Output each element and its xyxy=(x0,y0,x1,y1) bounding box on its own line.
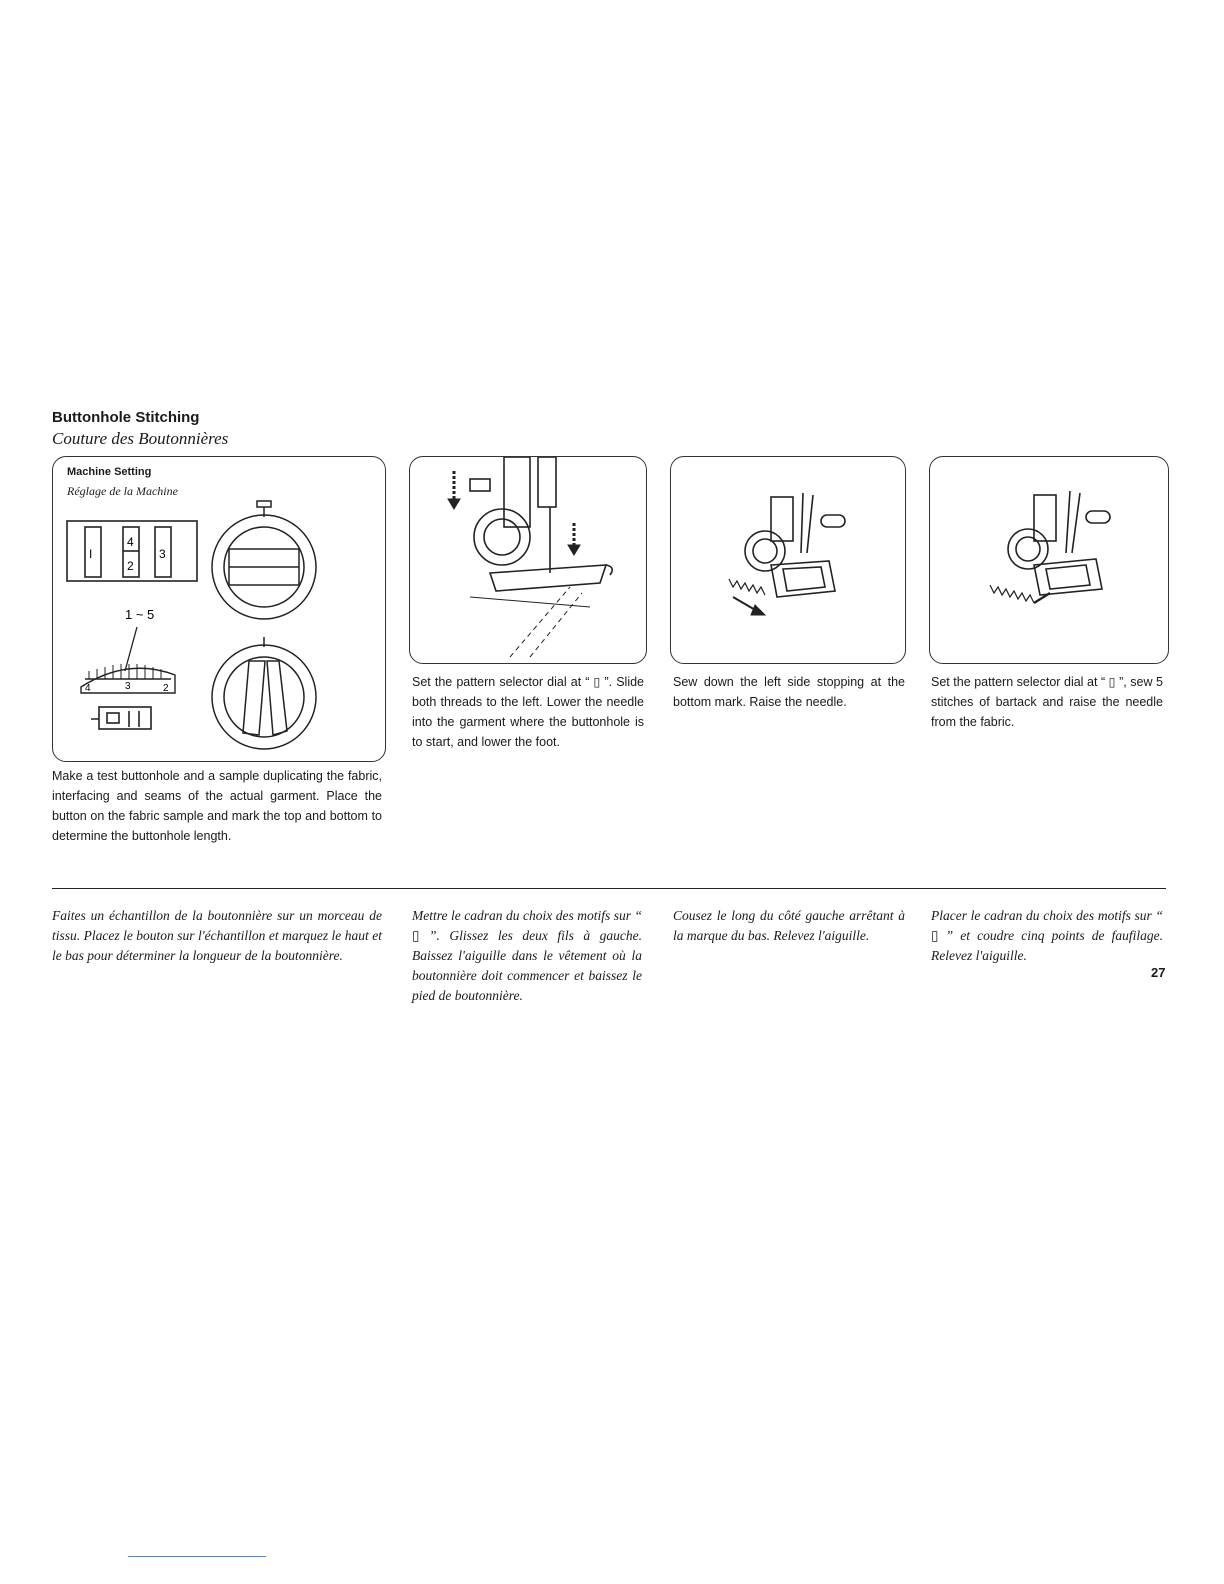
zigzag-stitch-icon xyxy=(729,579,765,595)
pattern-dial-top-icon xyxy=(212,501,316,619)
step-2-text-en: Sew down the left side stopping at the bottom mark. Raise the needle. xyxy=(673,675,905,709)
switch-label-4: 4 xyxy=(127,535,134,549)
buttonhole-foot-icon xyxy=(91,707,151,729)
machine-setting-panel xyxy=(52,456,386,762)
switch-label-3: 3 xyxy=(159,547,166,561)
switch-label-1: I xyxy=(89,547,93,561)
dial-scale-label-4: 4 xyxy=(85,683,91,694)
lower-needle-illustration xyxy=(410,457,647,664)
step-1-text-fr: Mettre le cadran du choix des motifs sur “ ▯ ”. Glissez les deux fils à gauche. Baissez l'aiguille dans le vêtement où la boutonnière doit commencer et baissez le pied de boutonnière. xyxy=(412,908,642,1003)
page-number: 27 xyxy=(1151,965,1166,980)
presser-foot-icon xyxy=(1008,491,1110,595)
step-3-text-en: Set the pattern selector dial at “ ▯ ”, sew 5 stitches of bartack and raise the needle from the fabric. xyxy=(931,675,1163,729)
presser-foot-icon xyxy=(470,457,612,591)
step-2-illustration-panel xyxy=(670,456,906,664)
step-2-text-fr: Cousez le long du côté gauche arrêtant à la marque du bas. Relevez l'aiguille. xyxy=(673,908,905,943)
step-1-text-en: Set the pattern selector dial at “ ▯ ”. Slide both threads to the left. Lower the needle into the garment where the buttonhole is to start, and lower the foot. xyxy=(412,675,644,749)
machine-setting-label: Machine Setting xyxy=(67,466,152,478)
direction-arrow-icon xyxy=(733,597,765,615)
step-0-text-en: Make a test buttonhole and a sample duplicating the fabric, interfacing and seams of the actual garment. Place the button on the fabric sample and mark the top and bottom to determine the buttonhole length. xyxy=(52,769,382,843)
step-0-text-fr: Faites un échantillon de la boutonnière sur un morceau de tissu. Placez le bouton sur l'échantillon et marquez le haut et le bas pour déterminer la longueur de la boutonnière. xyxy=(52,908,382,963)
bartack-stitch-icon xyxy=(990,585,1050,603)
section-divider xyxy=(52,888,1166,889)
dial-scale-label-3: 3 xyxy=(125,681,131,692)
sew-left-side-illustration xyxy=(671,457,906,664)
bartack-illustration xyxy=(930,457,1169,664)
machine-setting-label-french: Réglage de la Machine xyxy=(67,484,178,498)
section-title-french: Couture des Boutonnières xyxy=(52,429,229,448)
step-3-text-fr: Placer le cadran du choix des motifs sur “ ▯ ” et coudre cinq points de faufilage. Relevez l'aiguille. xyxy=(931,908,1163,963)
machine-setting-illustration xyxy=(53,457,386,762)
bottom-rule xyxy=(128,1556,266,1557)
pattern-dial-bottom-icon xyxy=(212,637,316,749)
switch-label-2: 2 xyxy=(127,559,134,573)
down-arrow-icon xyxy=(448,471,580,555)
step-1-illustration-panel xyxy=(409,456,647,664)
presser-foot-icon xyxy=(745,493,845,597)
step-3-illustration-panel xyxy=(929,456,1169,664)
stitch-range-label: 1 ~ 5 xyxy=(125,607,155,622)
section-title: Buttonhole Stitching xyxy=(52,409,200,426)
dial-scale-label-2: 2 xyxy=(163,683,169,694)
